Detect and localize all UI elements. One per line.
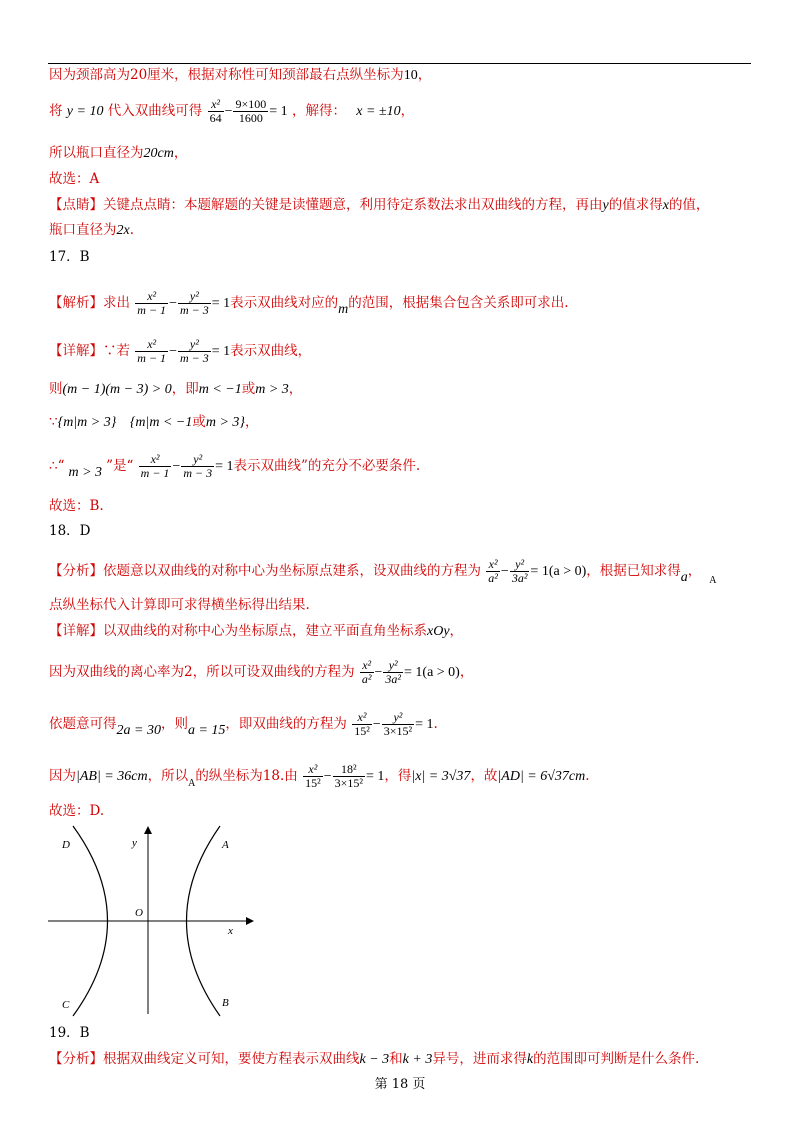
math: = 1 (269, 104, 288, 119)
answer-heading (49, 248, 90, 266)
text: 表示双曲线， (230, 343, 312, 359)
text: 因为 (49, 768, 76, 784)
text: ， (288, 381, 303, 397)
point-b-label: B (222, 997, 229, 1009)
text: 将 (49, 103, 63, 119)
text-line (49, 338, 311, 365)
math: = 1 (365, 769, 385, 784)
text: 表示双曲线”的充分不必要条件. (233, 458, 421, 474)
math: = 1(a > 0) (530, 564, 587, 579)
math: − (323, 769, 332, 784)
fraction: $\frac{\text{y²}}{m - 3}$ (179, 337, 209, 365)
header-rule (48, 63, 751, 64)
text: ， (173, 145, 188, 161)
text: 的值求得 (608, 197, 663, 213)
math: − (374, 665, 383, 680)
point-d-label: D (62, 839, 70, 851)
math: |x| = 3√37 (411, 769, 471, 784)
fraction: $\frac{\text{x²}}{m - 1}$ (137, 337, 167, 365)
point-c-label: C (62, 999, 70, 1011)
text: ， (449, 623, 464, 639)
y-label: y (132, 837, 137, 849)
text: 则 (49, 381, 63, 397)
text: 【分析】根据双曲线定义可知，要使方程表示双曲线 (49, 1051, 360, 1067)
text: . (129, 222, 135, 238)
text-line (49, 711, 438, 738)
math: 2a = 30 (116, 723, 161, 738)
text: ，所以 (147, 768, 189, 784)
text: ，即 (171, 381, 199, 397)
text-line (49, 66, 431, 85)
math: {m|m < −1 (126, 415, 193, 430)
math: = 1(a > 0) (404, 665, 460, 680)
fraction: $\frac{\text{y²}}{\text{3a²}}$ (385, 658, 402, 686)
math: m (338, 302, 349, 317)
math: 20cm (143, 146, 174, 161)
math: 10 (403, 68, 418, 83)
text-line (49, 558, 717, 585)
fraction: $\frac{\text{x²}}{m - 1}$ (137, 289, 167, 317)
text: ，即双曲线的方程为 (225, 716, 347, 732)
math: a (680, 570, 688, 585)
text-line (49, 802, 104, 820)
fraction: $\frac{\text{x²}}{\text{15²}}$ (305, 762, 321, 790)
text: ∴“ (49, 458, 65, 474)
text: 【详解】以双曲线的对称中心为坐标原点，建立平面直角坐标系 (49, 623, 427, 639)
text-line (49, 497, 104, 515)
text: ， (417, 67, 432, 83)
math: − (500, 564, 509, 579)
math: {m|m > 3} (57, 415, 117, 430)
text-line (49, 98, 414, 125)
math: m > 3 (255, 382, 289, 397)
text: 瓶口直径为 (49, 222, 117, 238)
math: |AD| = 6√37cm (497, 769, 586, 784)
math: y (602, 198, 609, 213)
text: 所以瓶口直径为 (49, 145, 144, 161)
text: ，根据已知求得 (586, 563, 681, 579)
text: ，得 (384, 768, 412, 784)
x-axis-arrow-icon (246, 917, 254, 925)
text: 【点睛】关键点点睛：本题解题的关键是读懂题意，利用待定系数法求出双曲线的方程，再由 (49, 197, 603, 213)
text: 【分析】依题意以双曲线的对称中心为坐标原点建系，设双曲线的方程为 (49, 563, 481, 579)
math: x = ±10 (356, 104, 401, 119)
math: − (372, 717, 381, 732)
text-line (49, 170, 99, 188)
fraction: $\frac{\text{x²}}{\text{a²}}$ (488, 557, 498, 585)
text: 代入双曲线可得 (107, 103, 203, 119)
math: − (169, 344, 177, 359)
fraction: $\frac{\text{y²}}{m - 3}$ (183, 452, 213, 480)
fraction: $\frac{\text{x²}}{\text{15²}}$ (354, 710, 370, 738)
text: 因为颈部高为20厘米，根据对称性可知颈部最右点纵坐标为 (49, 67, 404, 83)
fraction: $\frac{\text{y²}}{\text{3×15²}}$ (383, 710, 413, 738)
text-line (49, 763, 590, 790)
text: ，则 (160, 716, 188, 732)
text-line (49, 196, 709, 215)
fraction: $\frac{\text{x²}}{64}$ (209, 97, 222, 125)
text: ， (400, 103, 415, 119)
math: m > 3 (68, 465, 103, 480)
math: − (224, 104, 233, 119)
math: A (709, 575, 717, 586)
text: 异号，进而求得 (432, 1051, 527, 1067)
text: 点纵坐标代入计算即可求得横坐标得出结果. (49, 597, 310, 613)
text-line (49, 659, 473, 686)
math: m > 3} (205, 415, 246, 430)
text-line (49, 413, 259, 432)
math: xOy (427, 624, 450, 639)
math: = 1 (211, 296, 231, 311)
text-line (49, 144, 187, 163)
text-line (49, 453, 420, 480)
text-line (49, 1050, 699, 1069)
text: 的值， (668, 197, 710, 213)
text: 19．B (49, 1025, 90, 1041)
math: = 1 (211, 344, 231, 359)
fraction: $\frac{\text{y²}}{m - 3}$ (179, 289, 209, 317)
text: 的范围即可判断是什么条件. (533, 1051, 700, 1067)
fraction: $\frac{9\times 100}{1600}$ (235, 97, 267, 125)
text: ， (245, 414, 259, 430)
math: A (188, 778, 196, 789)
math: = 1 (215, 459, 234, 474)
text: 故选：D. (49, 803, 105, 819)
page-footer: 第 18 页 (374, 1077, 426, 1092)
text: 【解析】求出 (49, 295, 130, 311)
math: 2x (116, 223, 130, 238)
math: k − 3 (359, 1052, 390, 1067)
math: − (169, 296, 177, 311)
math: |AB| = 36cm (76, 769, 148, 784)
text-line (49, 380, 302, 399)
text: ”是“ (106, 458, 134, 474)
text: 因为双曲线的离心率为2，所以可设双曲线的方程为 (49, 664, 355, 680)
text-line (49, 622, 463, 641)
text: 故选：B. (49, 498, 104, 514)
math: k (526, 1052, 534, 1067)
text: ， (459, 664, 474, 680)
text: ， (687, 563, 702, 579)
text: 故选：A (49, 171, 100, 187)
math: (m − 1)(m − 3) > 0 (62, 382, 172, 397)
text: 的纵坐标为18.由 (195, 768, 298, 784)
answer-heading (49, 522, 91, 540)
text: . (585, 768, 590, 784)
text-line (49, 596, 310, 614)
text: 17．B (49, 249, 90, 265)
origin-label: O (135, 907, 143, 919)
math: a = 15 (187, 723, 226, 738)
text-line (49, 221, 134, 240)
hyperbola-figure (40, 822, 260, 1022)
text: 的范围，根据集合包含关系即可求出. (348, 295, 569, 311)
text: ∵ (49, 414, 58, 430)
text: ，故 (470, 768, 498, 784)
math: x (662, 198, 669, 213)
fraction: $\frac{\text{18²}}{\text{3×15²}}$ (334, 762, 363, 790)
fraction: $\frac{\text{x²}}{\text{a²}}$ (361, 658, 372, 686)
text: 或 (241, 381, 256, 397)
text: 或 (192, 414, 206, 430)
fraction: $\frac{\text{y²}}{\text{3a²}}$ (511, 557, 528, 585)
answer-heading (49, 1024, 90, 1042)
math: = 1 (415, 717, 434, 732)
text: ，解得： (291, 103, 346, 119)
point-a-label: A (222, 839, 229, 851)
y-axis-arrow-icon (144, 826, 152, 834)
x-label: x (228, 925, 233, 937)
fraction: $\frac{\text{x²}}{m - 1}$ (140, 452, 170, 480)
text: . (433, 716, 438, 732)
math: − (172, 459, 181, 474)
math: m < −1 (198, 382, 242, 397)
math: y = 10 (66, 104, 104, 119)
math: k + 3 (402, 1052, 433, 1067)
text: 和 (389, 1051, 403, 1067)
text: 【详解】∵若 (49, 343, 130, 359)
text-line (49, 290, 569, 317)
text: 依题意可得 (49, 716, 117, 732)
text: 18．D (49, 523, 91, 539)
text: 表示双曲线对应的 (230, 295, 339, 311)
